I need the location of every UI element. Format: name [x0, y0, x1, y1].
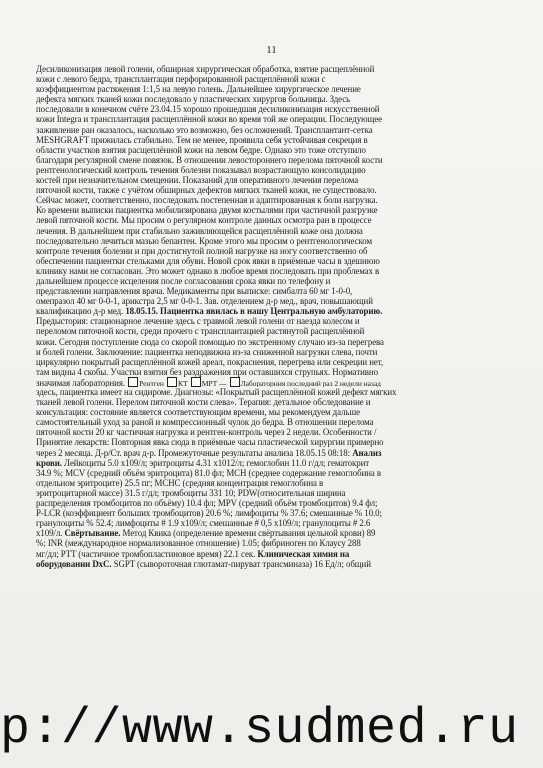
text-line: отдельном эритроците) 25.5 пг; MCHC (средняя концентрация гемоглобина в [36, 477, 324, 488]
text-line: коэффициентом растяжения 1:1,5 на левую голень. Дальнейшее хирургическое лечение [36, 84, 361, 95]
text-line: пяточной кости 20 кг частичная нагрузка и рентген-контроль через 2 недели. Особенности / [36, 427, 377, 438]
text-line: лечения. В дальнейшем при стабильно заживляющейся расщеплённой коже она должна [36, 225, 363, 236]
text-line: благодаря регулярной смене повязок. В отношении левостороннего перелома пяточной кости [36, 154, 383, 165]
text-line: Десиликонизация левой голени, обширная хирургическая обработка, взятие расщеплённой [36, 64, 375, 74]
checkbox-mri-label: МРТ --- [201, 378, 227, 387]
text-line: контроле течения болезни и при достигнутой полной нагрузке на ногу соответственно об [36, 245, 368, 256]
text-line: гранулоциты % 52.4; лимфоциты # 1.9 x109/л; смешанные # 0,5 x109/л; гранулоциты # 2.6 [36, 518, 371, 529]
text-line: Сейчас может, соответственно, последовать постепенная и адаптированная к боли нагрузка. [36, 195, 378, 206]
text-line-with-bold: через 2 месяца. Д-р/Ст. врач д-р. Промежуточные результаты анализа 18.05.15 08:18: Анализ [36, 447, 382, 458]
text-line: кожи с левого бедра, трансплантация перфорированной расщеплённой кожи с [36, 74, 326, 85]
checkbox-ct-label: КТ [178, 378, 188, 387]
text-line: пяточной кости, также с учётом обширных дефектов мягких тканей кожи, не существовало. [36, 185, 377, 196]
checkbox-xray-label: Рентген [139, 378, 164, 387]
checkbox-lab-label: Лабораторния последний раз 2 недели назад [240, 378, 381, 387]
bold-blood: крови. [36, 457, 62, 468]
text-line-with-bold: квалификацию д-р мед. 18.05.15. Пациентка явилась в нашу Центральную амбулаторию. [36, 306, 383, 317]
text-line: и болей голени. Заключение: пациентка неподвижна из-за сниженной нагрузки слева, почти [36, 346, 378, 357]
text-line: там видны 4 скобы. Участки взятия без раздражения при оставшихся струпьях. Нормативно [36, 366, 378, 377]
document-body [36, 64, 514, 569]
text-line: Принятие лекарств: Повторная явка сюда в приёмные часы пластической хирургии примерно [36, 437, 384, 448]
text-line: P-LCR (коэффициент больших тромбоцитов) 20.6 %; лимфоциты % 37.6; смешанные % 10.0; [36, 508, 382, 519]
text-line: омепразол 40 мг 0-0-1, арикстра 2,5 мг 0-0-1. Зав. отделением д-р мед., врач, повышающий [36, 296, 373, 307]
text-line: Предыстория: стационарное лечение здесь с травмой левой голени от наезда колесом и [36, 316, 360, 327]
text-line: тканей левой голени. Перелом пяточной кости слева». Терапия: детальное обследование и [36, 397, 371, 408]
text-line: %; INR (международное нормализованное отношение) 1.05; фибриноген по Клаусу 288 [36, 538, 361, 549]
bold-arrival: Пациентка явилась в нашу Центральную амбулаторию. [160, 306, 383, 317]
text-line: кожи. Сегодня поступление сюда со скорой помощью по экстренному случаю из-за перегрева [36, 336, 384, 347]
text-line: последовали в конечном счёте 23.04.15 хорошо прошедшая десиликонизация искусственной [36, 104, 380, 115]
text-line-with-bold: крови. Лейкоциты 5.0 x109/л; эритроциты 4.31 x1012/л; гемоглобин 11.0 г/дл; гематокрит [36, 457, 370, 468]
text-line: циркулярно покрытый расщеплённой кожей ареал, покраснения, перегрева или секреции нет, [36, 356, 384, 367]
text-line: рентгенологический контроль течения болезни показывал возрастающую консолидацию [36, 164, 366, 175]
checkbox-line [36, 377, 514, 387]
text-line-with-bold: оборудовании DxC. SGPT (сывороточная глютамат-пируват трансминаза) 16 Ед/л; общий [36, 558, 371, 569]
bold-chemistry: Клиническая химия на [257, 548, 350, 559]
text-line: переломом пяточной кости, среди прочего с трансплантацией растянутой расщеплённой [36, 326, 365, 337]
text-line: последовательно лечиться мазью бепантен. Кроме этого мы просим о рентгенологическом [36, 235, 373, 246]
text-line-with-bold: мг/дл; PTT (частичное тромбопластиновое время) 22.1 сек. Клиническая химия на [36, 548, 350, 559]
text-line: клинику нами не согласован. Это может однако в любое время последовать при проблемах в [36, 265, 380, 276]
text-line: обеспечении пациентки стельками для обуви. Новой срок явки в приёмные часы в здешнюю [36, 255, 380, 266]
text-line: здесь, пациентка имеет на сидироме. Диагнозы: «Покрытый расщеплённой кожей дефект мягких [36, 387, 397, 397]
bold-analysis: Анализ [352, 447, 382, 458]
text-line: дальнейшем процессе исцеления после согласования срока явки по телефону и [36, 275, 331, 286]
text-line: заживление ран оказалось, насколько это возможно, без осложнений. Трансплантант-сетка [36, 124, 373, 135]
checkbox-lab [230, 377, 240, 387]
text-line: MESHGRAFT прижилась стабильно. Тем не менее, проявила себя устойчивая секреция в [36, 134, 368, 145]
text-line: консультация: состояние является соответствующим времени, мы рекомендуем дальше [36, 407, 360, 418]
watermark-url: p://www.sudmed.ru [0, 701, 519, 758]
text-line: распределения тромбоцитов по объёму) 10.4 фл; MPV (средний объём тромбоцитов) 9.4 фл; [36, 498, 378, 509]
bold-coagulation: Свёртывание. [64, 528, 121, 539]
lab-label: значимая лабораторния. [36, 377, 125, 387]
text-line: самостоятельный уход за раной и компрессионный чулок до бедра. В отношении перелома [36, 417, 374, 428]
text-line: дефекта мягких тканей кожи последовало у пластических хирургов больницы. Здесь [36, 94, 351, 105]
checkbox-ct [167, 377, 177, 387]
checkbox-xray [128, 377, 138, 387]
page-number: 11 [266, 44, 277, 56]
text-line: эритроцитарной массе) 31.5 г/дл; тромбоциты 331 10; PDW(относительная ширина [36, 487, 346, 498]
text-line: костей при незначительном смещении. Показаний для оперативного лечения перелома [36, 175, 359, 186]
bold-dxc: оборудовании DxC. [36, 558, 112, 569]
text-line-with-bold: x109/л. Свёртывание. Метод Квика (определение времени свёртывания цельной крови) 89 [36, 528, 376, 539]
checkbox-mri [191, 377, 201, 387]
text-line: 34.9 %; MCV (средний объём эритроцита) 81.0 фл; MCH (среднее содержание гемоглобина в [36, 467, 382, 478]
text-line: кожи Integra и трансплантация расщеплённой кожи во время той же операции. Последующее [36, 114, 382, 125]
text-line: Ко времени выписки пациентка мобилизирована двумя костылями при частичной разгрузке [36, 205, 378, 216]
bold-date: 18.05.15. [125, 306, 158, 317]
text-line: левой пяточной кости. Мы просим о регулярном контроле данных осмотра ран в процессе [36, 215, 372, 226]
text-line: области участков взятия расщеплённой кожи на левом бедре. Однако это тоже отступило [36, 144, 366, 155]
text-line: представлении направления врача. Медикаменты при выписке: симбалта 60 мг 1-0-0, [36, 286, 353, 297]
